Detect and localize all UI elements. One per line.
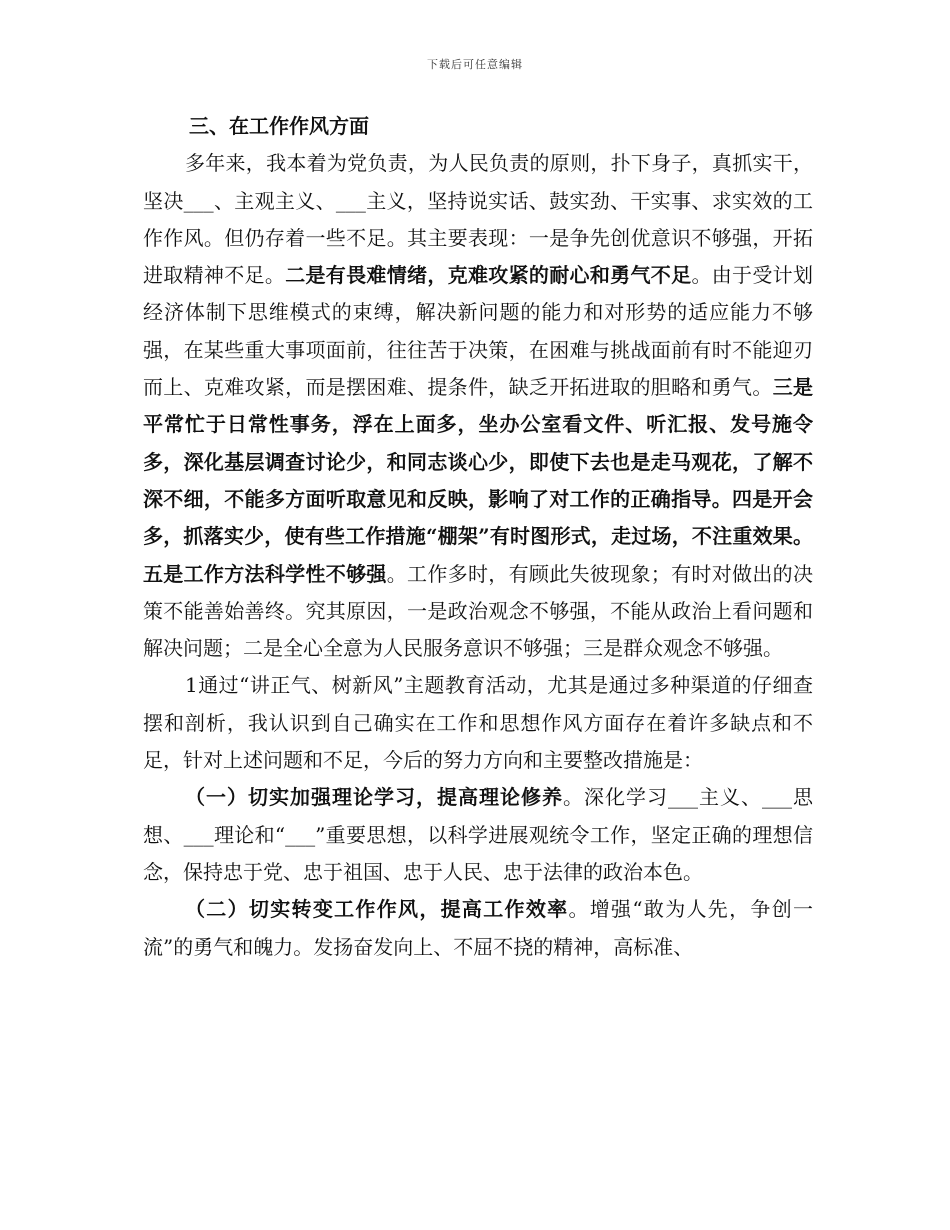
text-run: 多年来，我本着为党负责，为人民负责的原则，扑下身子，真抓实干，坚决___、主观主义、___主义，坚持说实话、鼓实劲、干实事、求实效的工作作风。但仍存着一些不足。其主要表现：一是争先创优意识不够强，开拓进取精神不足。 (143, 151, 813, 288)
text-run: 。增强“敢为人先，争创一流”的勇气和魄力。发扬奋发向上、不屈不挠的精神，高标准、 (143, 897, 814, 959)
text-run: 。工作多时，有顾此失彼现象；有时对做出的决策不能善始善终。究其原因，一是政治观念不够强，不能从政治上看问题和解决问题；二是全心全意为人民服务意识不够强；三是群众观念不够强。 (143, 561, 813, 661)
paragraph-3 (143, 779, 813, 891)
section-heading: 三、在工作作风方面 (189, 114, 369, 138)
text-run: 。由于受计划经济体制下思维模式的束缚，解决新问题的能力和对形势的适应能力不够强，在某些重大事项面前，往往苦于决策，在困难与挑战面前有时不能迎刃而上、克难攻紧，而是摆困难、提条件，缺乏开拓进取的胆略和勇气。 (143, 263, 813, 400)
bold-run: 二是有畏难情绪，克难攻紧的耐心和勇气不足 (285, 263, 692, 288)
bold-run: 三是平常忙于日常性事务，浮在上面多，坐办公室看文件、听汇报、发号施令多，深化基层调查讨论少，和同志谈心少，即使下去也是走马观花，了解不深不细，不能多方面听取意见和反映，影响了对工作的正确指导。四是开会多，抓落实少，使有些工作措施“棚架”有时图形式，走过场，不注重效果。五是工作方法科学性不够强 (143, 375, 813, 586)
paragraph-4 (143, 891, 813, 966)
page-header: 下载后可任意编辑 (427, 58, 523, 71)
paragraph-1 (143, 145, 813, 667)
document-body (143, 108, 813, 966)
paragraph-2: 1通过“讲正气、树新风”主题教育活动，尤其是通过多种渠道的仔细查摆和剖析，我认识到自己确实在工作和思想作风方面存在着许多缺点和不足，针对上述问题和不足，今后的努力方向和主要整改措施是： (143, 673, 813, 773)
text-run: 。深化学习___主义、___思想、___理论和“___”重要思想，以科学进展观统令工作，坚定正确的理想信念，保持忠于党、忠于祖国、忠于人民、忠于法律的政治本色。 (143, 785, 813, 884)
bold-run: （二）切实转变工作作风，提高工作效率 (185, 897, 569, 922)
bold-run: （一）切实加强理论学习，提高理论修养 (185, 785, 563, 810)
